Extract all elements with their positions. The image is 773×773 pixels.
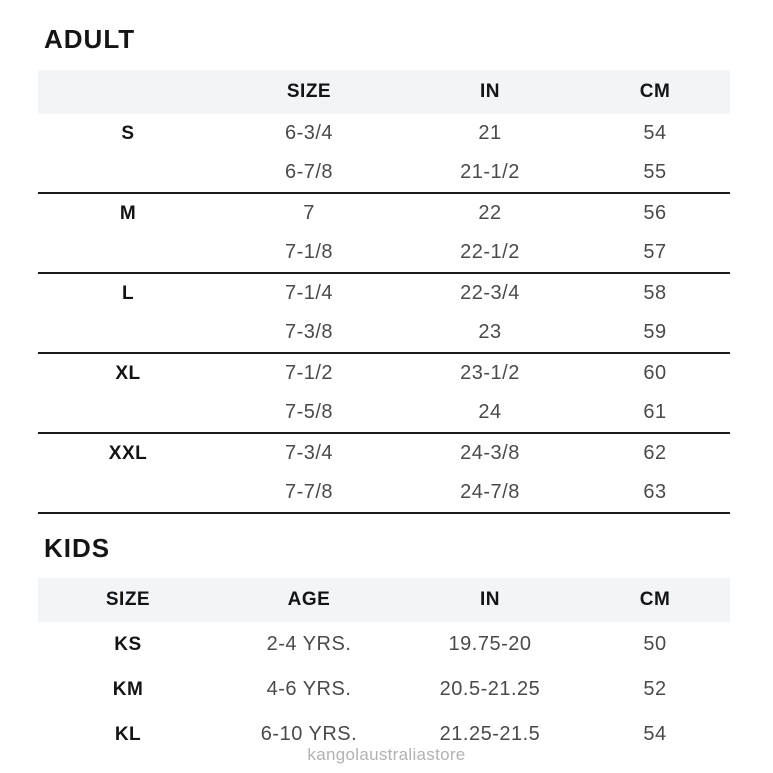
in-value: 23-1/2 <box>460 362 520 384</box>
table-row <box>38 667 730 712</box>
size-value: 6-7/8 <box>284 161 334 183</box>
adult-section-title: ADULT <box>44 24 136 54</box>
kids-header-age: AGE <box>287 589 331 610</box>
size-group-xl <box>38 354 730 434</box>
cm-value: 60 <box>643 362 667 384</box>
size-group-xxl <box>38 434 730 514</box>
size-value: 7-1/8 <box>284 241 334 263</box>
cm-value: 54 <box>643 122 667 144</box>
cm-value: 55 <box>643 161 667 183</box>
in-value: 23 <box>478 321 502 343</box>
in-value: 24-7/8 <box>460 481 520 503</box>
cm-value: 57 <box>643 241 667 263</box>
size-value: 7 <box>303 202 315 224</box>
table-row <box>38 354 730 393</box>
in-value: 24-3/8 <box>460 442 520 464</box>
kids-size-table <box>38 578 730 757</box>
size-chart <box>38 0 730 757</box>
size-label: XXL <box>108 442 148 464</box>
kids-header-size: SIZE <box>105 589 151 610</box>
in-value: 20.5-21.25 <box>439 678 541 700</box>
table-row <box>38 153 730 192</box>
age-value: 6-10 YRS. <box>260 723 358 745</box>
cm-value: 54 <box>643 723 667 745</box>
kids-section-title: KIDS <box>44 533 111 563</box>
adult-header-cm: CM <box>639 81 671 102</box>
cm-value: 58 <box>643 282 667 304</box>
size-label: XL <box>115 362 141 384</box>
size-value: 7-3/4 <box>284 442 334 464</box>
size-label: KS <box>114 633 142 655</box>
cm-value: 61 <box>643 401 667 423</box>
size-value: 7-1/4 <box>284 282 334 304</box>
adult-table-header-row <box>38 70 730 114</box>
cm-value: 50 <box>643 633 667 655</box>
cm-value: 62 <box>643 442 667 464</box>
age-value: 2-4 YRS. <box>266 633 352 655</box>
in-value: 21 <box>478 122 502 144</box>
in-value: 22-1/2 <box>460 241 520 263</box>
table-row <box>38 313 730 352</box>
store-watermark: kangolaustraliastore <box>307 745 466 764</box>
adult-header-size: SIZE <box>286 81 332 102</box>
adult-header-in: IN <box>480 81 500 102</box>
size-label: S <box>121 122 135 144</box>
table-row <box>38 434 730 473</box>
cm-value: 59 <box>643 321 667 343</box>
table-row <box>38 233 730 272</box>
table-row <box>38 274 730 313</box>
table-row <box>38 114 730 153</box>
size-value: 6-3/4 <box>284 122 334 144</box>
size-value: 7-3/8 <box>284 321 334 343</box>
table-row <box>38 622 730 667</box>
kids-header-in: IN <box>480 589 500 610</box>
size-group-l <box>38 274 730 354</box>
age-value: 4-6 YRS. <box>266 678 352 700</box>
size-group-m <box>38 194 730 274</box>
kids-table-header-row <box>38 578 730 622</box>
size-label: L <box>121 282 135 304</box>
table-row <box>38 393 730 432</box>
adult-size-table <box>38 70 730 514</box>
size-label: M <box>119 202 137 224</box>
in-value: 21.25-21.5 <box>439 723 541 745</box>
in-value: 24 <box>478 401 502 423</box>
table-row <box>38 473 730 512</box>
size-value: 7-7/8 <box>284 481 334 503</box>
in-value: 22 <box>478 202 502 224</box>
cm-value: 63 <box>643 481 667 503</box>
in-value: 19.75-20 <box>448 633 532 655</box>
in-value: 21-1/2 <box>460 161 520 183</box>
size-group-s <box>38 114 730 194</box>
size-value: 7-5/8 <box>284 401 334 423</box>
cm-value: 56 <box>643 202 667 224</box>
cm-value: 52 <box>643 678 667 700</box>
table-row <box>38 194 730 233</box>
size-label: KL <box>114 723 142 745</box>
in-value: 22-3/4 <box>460 282 520 304</box>
kids-header-cm: CM <box>639 589 671 610</box>
size-value: 7-1/2 <box>284 362 334 384</box>
size-label: KM <box>112 678 144 700</box>
